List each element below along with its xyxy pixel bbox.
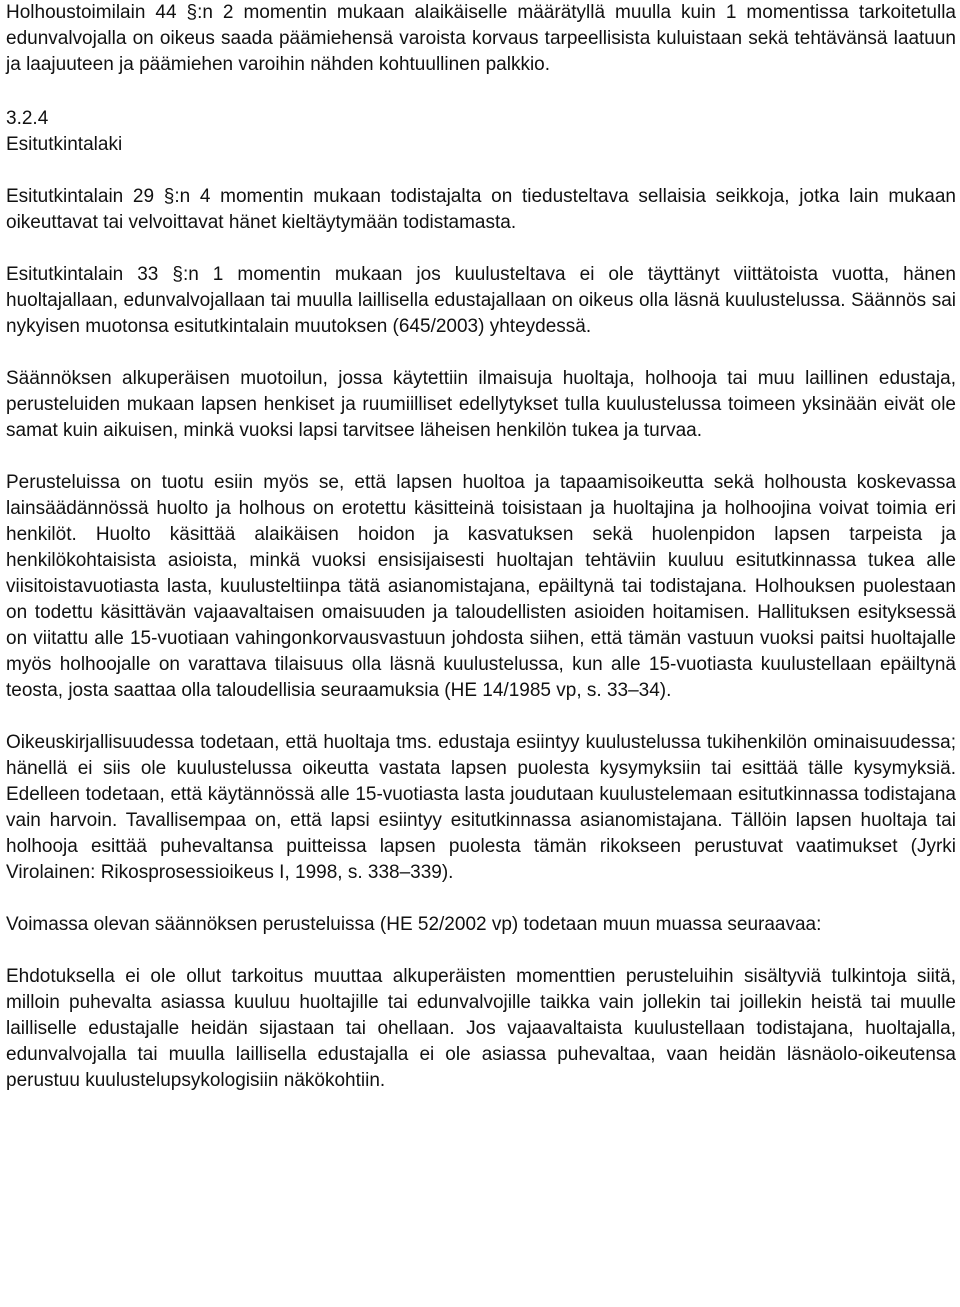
paragraph-4: Perusteluissa on tuotu esiin myös se, että lapsen huoltoa ja tapaamisoikeutta sekä holhousta koskevassa lainsäädännössä huolto ja holhous on erotettu käsitteinä toisistaan ja huoltajina ja holhoojina voivat toimia eri henkilöt. Huolto käsittää alaikäisen hoidon ja kasvatuksen sekä huolenpidon lapsen tarpeista ja henkilökohtaisista asioista, minkä vuoksi ensisijaisesti huoltajan tehtäviin kuuluu esitutkinnassa tukea alle viisitoistavuotiasta lasta, kuulusteltiinpa tätä asianomistajana, epäiltynä tai todistajana. Holhouksen puolestaan on todettu käsittävän vajaavaltaisen omaisuuden ja taloudellisten asioiden hoitamisen. Hallituksen esityksessä on viitattu alle 15-vuotiaan vahingonkorvausvastuun johdosta siihen, että tämän vastuun vuoksi paitsi huoltajalle myös holhoojalle on varattava tilaisuus olla läsnä kuulustelussa, kun alle 15-vuotiasta kuulustellaan epäiltynä teosta, josta saattaa olla taloudellisia seuraamuksia (HE 14/1985 vp, s. 33–34). [6,472,956,701]
section-title: Esitutkintalaki [6,134,123,155]
paragraph-6: Voimassa olevan säännöksen perusteluissa (HE 52/2002 vp) todetaan muun muassa seuraavaa: [6,914,822,935]
paragraph-5: Oikeuskirjallisuudessa todetaan, että huoltaja tms. edustaja esiintyy kuulustelussa tukihenkilön ominaisuudessa; hänellä ei siis ole kuulustelussa oikeutta vastata lapsen puolesta kysymyksiin tai esittää tälle kysymyksiä. Edelleen todetaan, että käytännössä alle 15-vuotiasta lasta joudutaan kuulustelemaan esitutkinnassa todistajana vain harvoin. Tavallisempaa on, että lapsi esiintyy esitutkinnassa asianomistajana. Tällöin lapsen huoltaja tai holhooja esittää puhevaltansa puitteissa lapsen puolesta tämän rikokseen perustuvat vaatimukset (Jyrki Virolainen: Rikosprosessioikeus I, 1998, s. 338–339). [6,732,956,883]
intro-paragraph: Holhoustoimilain 44 §:n 2 momentin mukaan alaikäiselle määrätyllä muulla kuin 1 momentissa tarkoitetulla edunvalvojalla on oikeus saada päämiehensä varoista korvaus tarpeellisista kuluistaan sekä tehtävänsä laatuun ja laajuuteen ja päämiehen varoihin nähden kohtuullinen palkkio. [6,2,956,75]
paragraph-2: Esitutkintalain 33 §:n 1 momentin mukaan jos kuulusteltava ei ole täyttänyt viittätoista vuotta, hänen huoltajallaan, edunvalvojallaan tai muulla laillisella edustajallaan on oikeus olla läsnä kuulustelussa. Säännös sai nykyisen muotonsa esitutkintalain muutoksen (645/2003) yhteydessä. [6,264,956,337]
paragraph-7: Ehdotuksella ei ole ollut tarkoitus muuttaa alkuperäisten momenttien perusteluihin sisältyviä tulkintoja siitä, milloin puhevalta asiassa kuuluu huoltajille tai edunvalvojille taikka vain jollekin tai joillekin heistä tai muulle lailliselle edustajalle heidän sijastaan tai ohellaan. Jos vajaavaltaista kuulustellaan todistajana, huoltajalla, edunvalvojalla tai muulla laillisella edustajalla ei ole asiassa puhevaltaa, vaan heidän läsnäolo-oikeutensa perustuu kuulustelupsykologisiin näkökohtiin. [6,966,956,1091]
paragraph-1: Esitutkintalain 29 §:n 4 momentin mukaan todistajalta on tiedusteltava sellaisia seikkoja, jotka lain mukaan oikeuttavat tai velvoittavat hänet kieltäytymään todistamasta. [6,186,956,233]
document-page [6,0,956,1094]
section-number: 3.2.4 [6,108,49,129]
paragraph-3: Säännöksen alkuperäisen muotoilun, jossa käytettiin ilmaisuja huoltaja, holhooja tai muu laillinen edustaja, perusteluiden mukaan lapsen henkiset ja ruumiilliset edellytykset tulla kuulustelussa toimeen yksinään eivät ole samat kuin aikuisen, minkä vuoksi lapsi tarvitsee läheisen henkilön tukea ja turvaa. [6,368,956,441]
